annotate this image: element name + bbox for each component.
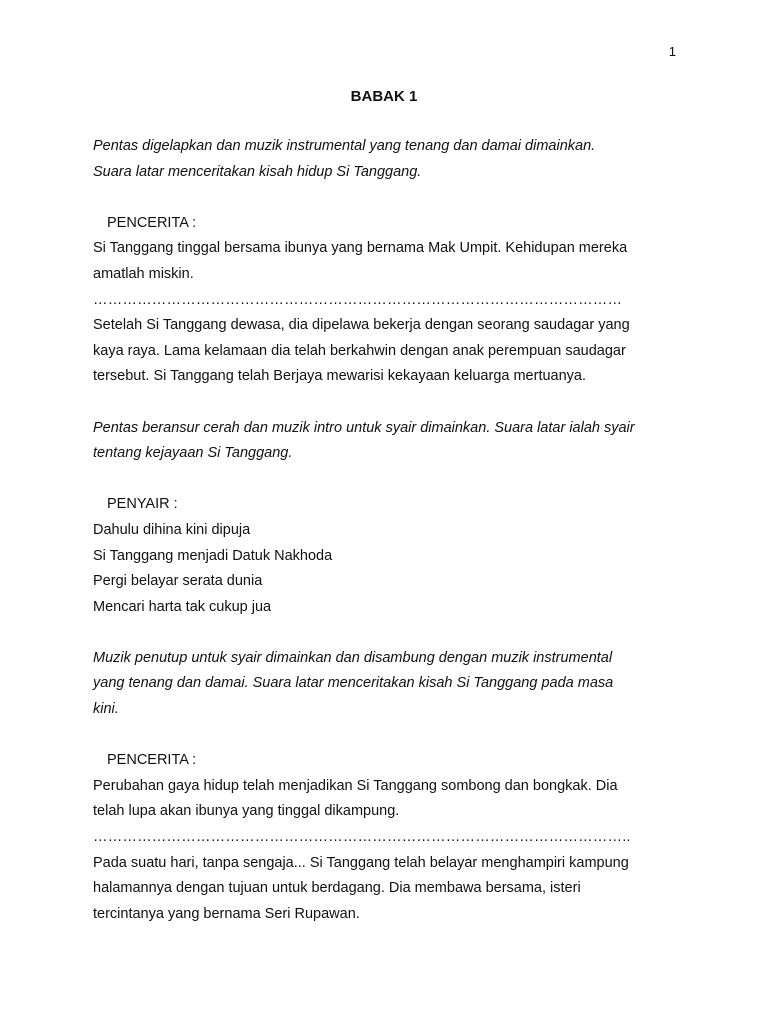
text-line: yang tenang dan damai. Suara latar menceritakan kisah Si Tanggang pada masa <box>93 675 614 692</box>
script-body <box>93 134 693 927</box>
text-line: halamannya dengan tujuan untuk berdagang. Dia membawa bersama, isteri <box>93 880 581 897</box>
text-line: PENYAIR : <box>107 496 178 513</box>
blank-line <box>93 390 693 416</box>
text-line: Pergi belayar serata dunia <box>93 573 263 590</box>
text-line: Si Tanggang menjadi Datuk Nakhoda <box>93 547 333 564</box>
text-line: Suara latar menceritakan kisah hidup Si Tanggang. <box>93 163 422 180</box>
page-number: 1 <box>668 44 676 59</box>
blank-line <box>93 467 693 493</box>
speaker-label <box>93 211 693 237</box>
text-line: Muzik penutup untuk syair dimainkan dan disambung dengan muzik instrumental <box>93 649 613 666</box>
text-line: Mencari harta tak cukup jua <box>93 598 272 615</box>
text-line: PENCERITA : <box>107 752 197 769</box>
text-line: tercintanya yang bernama Seri Rupawan. <box>93 905 360 922</box>
text-line: telah lupa akan ibunya yang tinggal dikampung. <box>93 803 400 820</box>
text-line: Si Tanggang tinggal bersama ibunya yang bernama Mak Umpit. Kehidupan mereka <box>93 240 628 257</box>
speaker-label <box>93 492 693 518</box>
narration-paragraph <box>93 518 693 620</box>
page-title: BABAK 1 <box>350 88 418 105</box>
stage-direction <box>93 646 693 723</box>
stage-direction <box>93 134 693 185</box>
stage-direction <box>93 416 693 467</box>
narration-paragraph <box>93 851 693 928</box>
text-line: amatlah miskin. <box>93 265 194 282</box>
text-line: tersebut. Si Tanggang telah Berjaya mewarisi kekayaan keluarga mertuanya. <box>93 368 587 385</box>
text-line: ……………………………………………………………………………………………….. <box>93 829 631 846</box>
text-line: ……………………………………………………………………………………………… <box>93 291 623 308</box>
text-line: Pentas digelapkan dan muzik instrumental yang tenang dan damai dimainkan. <box>93 138 596 154</box>
narration-paragraph <box>93 774 693 825</box>
text-line: Perubahan gaya hidup telah menjadikan Si Tanggang sombong dan bongkak. Dia <box>93 777 618 794</box>
narration-paragraph <box>93 313 693 390</box>
blank-line <box>93 185 693 211</box>
text-line: PENCERITA : <box>107 214 197 231</box>
blank-line <box>93 723 693 749</box>
ellipsis-separator <box>93 288 693 314</box>
text-line: tentang kejayaan Si Tanggang. <box>93 445 293 462</box>
narration-paragraph <box>93 236 693 287</box>
speaker-label <box>93 748 693 774</box>
text-line: kaya raya. Lama kelamaan dia telah berkahwin dengan anak perempuan saudagar <box>93 342 626 359</box>
blank-line <box>93 620 693 646</box>
text-line: Dahulu dihina kini dipuja <box>93 521 251 538</box>
text-line: Setelah Si Tanggang dewasa, dia dipelawa bekerja dengan seorang saudagar yang <box>93 317 630 334</box>
text-line: Pentas beransur cerah dan muzik intro untuk syair dimainkan. Suara latar ialah syair <box>93 419 635 436</box>
text-line: Pada suatu hari, tanpa sengaja... Si Tanggang telah belayar menghampiri kampung <box>93 854 629 871</box>
ellipsis-separator <box>93 825 693 851</box>
text-line: kini. <box>93 701 119 718</box>
